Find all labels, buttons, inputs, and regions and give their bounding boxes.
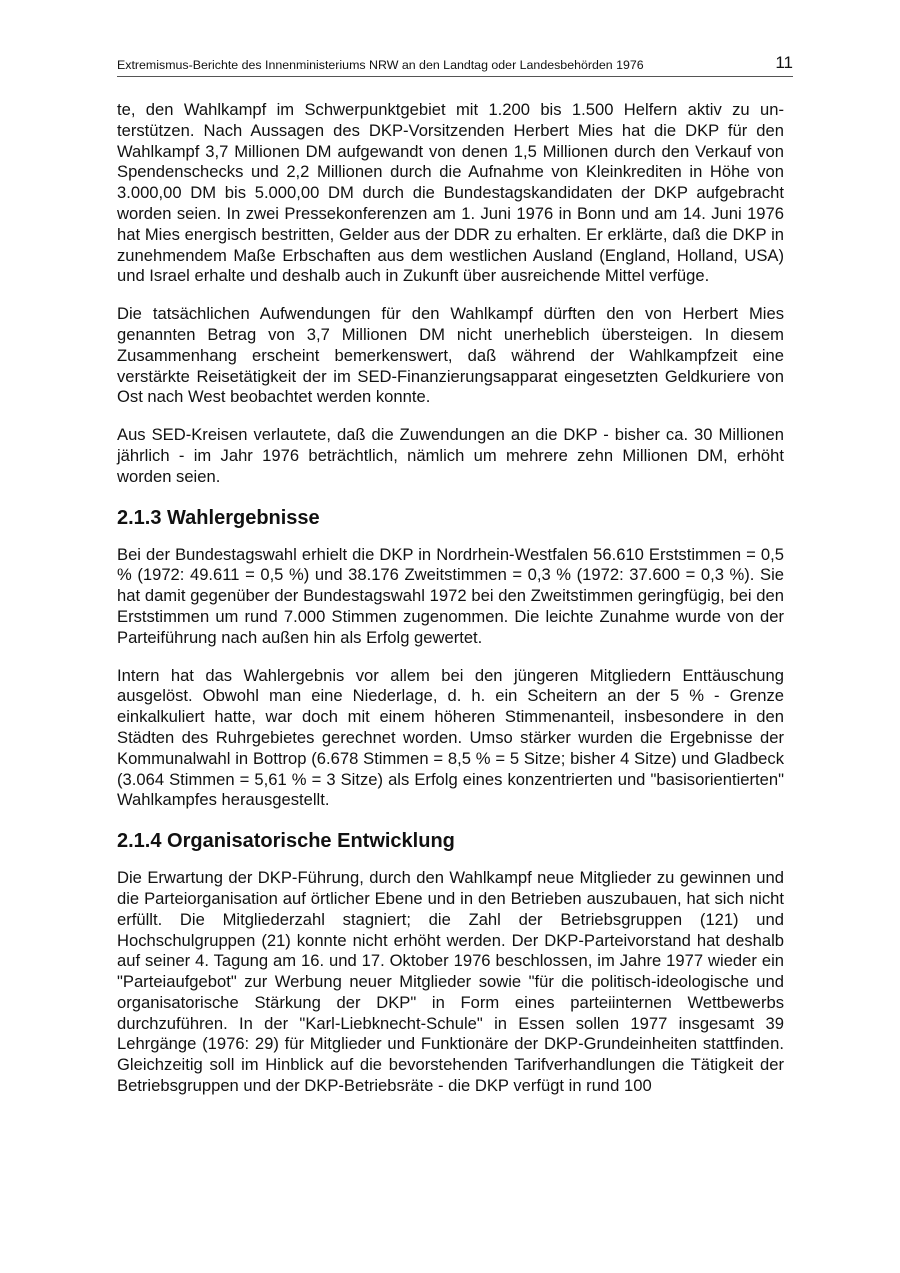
page-body <box>117 100 784 1114</box>
page-header <box>117 50 793 77</box>
page-number: 11 <box>775 53 793 72</box>
paragraph-organisation: Die Erwartung der DKP-Führung, durch den Wahlkampf neue Mitglieder zu gewinnen und die Parteiorganisation auf örtlicher Ebene und in den Betrieben auszubauen, hat sich nicht erfüllt. Die Mitgliederzahl stagniert; die Zahl der Betriebsgruppen (121) und Hochschulgruppen (21) konnte nicht erhöht werden. Der DKP-Parteivorstand hat deshalb auf seiner 4. Tagung am 16. und 17. Oktober 1976 beschlossen, im Jahre 1977 wieder ein "Parteiaufgebot" zur Werbung neuer Mitglieder sowie "für die politisch-ideologische und organisatorische Stärkung der DKP" in Form eines parteiinternen Wettbewerbs durchzuführen. In der "Karl-Liebknecht-Schule" in Essen sollen 1977 insgesamt 39 Lehrgänge (1976: 29) für Mitglieder und Funktionäre der DKP-Grundeinheiten stattfinden. Gleichzeitig soll im Hinblick auf die bevorstehenden Tarifverhandlungen die Tätigkeit der Betriebsgruppen und der DKP-Betriebsräte - die DKP verfügt in rund 100 <box>117 868 784 1096</box>
paragraph-wahlergebnis-intern: Intern hat das Wahlergebnis vor allem bei den jüngeren Mitgliedern Enttäuschung ausgelöst. Obwohl man eine Niederlage, d. h. ein Scheitern an der 5 % - Grenze einkalkuliert hatte, war doch mit einem höheren Stimmenanteil, insbesondere in den Städten des Ruhrgebietes gerechnet worden. Umso stärker wurden die Ergebnisse der Kommunalwahl in Bottrop (6.678 Stimmen = 8,5 % = 5 Sitze; bisher 4 Sitze) und Gladbeck (3.064 Stimmen = 5,61 % = 3 Sitze) als Erfolg eines konzentrierten und "basisorientierten" Wahlkampfes herausgestellt. <box>117 665 784 810</box>
section-heading-wahlergebnisse: 2.1.3 Wahlergebnisse <box>117 506 320 529</box>
paragraph-bundestagswahl: Bei der Bundestagswahl erhielt die DKP in Nordrhein-Westfalen 56.610 Erststimmen = 0,5 % (1972: 49.611 = 0,5 %) und 38.176 Zweitstimmen = 0,3 % (1972: 37.600 = 0,3 %). Sie hat damit gegenüber der Bundestagswahl 1972 bei den Zweitstimmen geringfügig, bei den Erststimmen um rund 7.000 Stimmen zugenommen. Die leichte Zunahme wurde von der Parteiführung nach außen hin als Erfolg gewertet. <box>117 544 784 647</box>
section-heading-organisatorische-entwicklung: 2.1.4 Organisatorische Entwicklung <box>117 830 455 853</box>
paragraph-sed-zuwendungen: Aus SED-Kreisen verlautete, daß die Zuwendungen an die DKP - bisher ca. 30 Millionen jährlich - im Jahr 1976 beträchtlich, nämlich um mehrere zehn Millionen DM, erhöht worden seien. <box>117 425 784 486</box>
paragraph-aufwendungen: Die tatsächlichen Aufwendungen für den Wahlkampf dürften den von Herbert Mies genannten Betrag von 3,7 Millionen DM nicht unerheblich übersteigen. In diesem Zusammenhang erscheint bemerkenswert, daß während der Wahlkampfzeit eine verstärkte Reisetätigkeit der im SED-Finanzierungsapparat eingesetzten Geldkuriere von Ost nach West beobachtet werden konnte. <box>117 304 784 407</box>
paragraph-wahlkampf-finanzierung: te, den Wahlkampf im Schwerpunktgebiet mit 1.200 bis 1.500 Helfern aktiv zu unterstützen. Nach Aussagen des DKP-Vorsitzenden Herbert Mies hat die DKP für den Wahlkampf 3,7 Millionen DM aufgewandt von denen 1,5 Millionen durch den Verkauf von Spendenschecks und 2,2 Millionen durch die Aufnahme von Kleinkrediten in Höhe von 3.000,00 DM bis 5.000,00 DM durch die Bundestagskandidaten der DKP aufgebracht worden seien. In zwei Pressekonferenzen am 1. Juni 1976 in Bonn und am 14. Juni 1976 hat Mies energisch bestritten, Gelder aus der DDR zu erhalten. Er erklärte, daß die DKP in zunehmendem Maße Erbschaften aus dem westlichen Ausland (England, Holland, USA) und Israel erhalte und deshalb auch in Zukunft über ausreichende Mittel verfüge. <box>117 100 784 286</box>
header-title: Extremismus-Berichte des Innenministeriums NRW an den Landtag oder Landesbehörden 1976 <box>117 58 644 72</box>
